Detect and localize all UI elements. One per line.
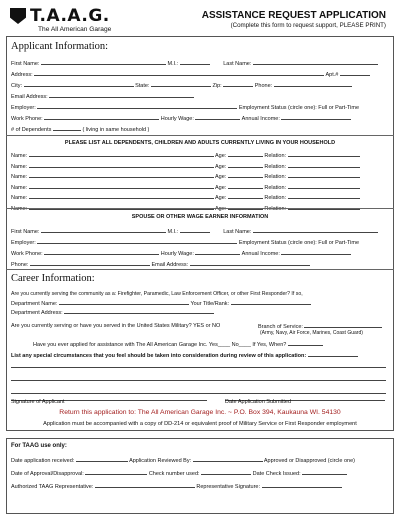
dependent-relation-field[interactable] xyxy=(288,152,360,157)
title-rank-field[interactable] xyxy=(231,300,311,305)
department-name-field[interactable] xyxy=(59,300,189,305)
address-row: Address: Apt.# xyxy=(11,71,370,79)
spouse-employer-field[interactable] xyxy=(37,239,237,244)
dependent-relation-field[interactable] xyxy=(288,173,360,178)
office-row-3: Authorized TAAG Representative: Representative Signature: xyxy=(11,483,342,491)
dependent-name-field[interactable] xyxy=(29,163,214,168)
reviewed-by-field[interactable] xyxy=(193,457,263,462)
dependents-heading: PLEASE LIST ALL DEPENDENTS, CHILDREN AND ADULTS CURRENTLY LIVING IN YOUR HOUSEHOLD xyxy=(64,140,336,146)
department-row: Department Name: Your Title/Rank: xyxy=(11,300,311,308)
dependent-row: Name: Age: Relation: xyxy=(11,205,360,213)
logo: T.A.A.G. xyxy=(30,6,110,26)
first-responder-question: Are you currently serving the community as a: Firefighter, Paramedic, Law Enforcement Officer, or other First Responder? If so, xyxy=(11,291,303,297)
logo-shield-icon xyxy=(10,8,26,24)
spouse-heading: SPOUSE OR OTHER WAGE EARNER INFORMATION xyxy=(131,214,269,220)
circumstances-field-inline[interactable] xyxy=(308,352,358,357)
dependent-relation-field[interactable] xyxy=(288,184,360,189)
office-use-heading: For TAAG use only: xyxy=(11,443,67,449)
dependent-age-field[interactable] xyxy=(228,184,263,189)
divider xyxy=(6,208,394,209)
work-phone-row: Work Phone: Hourly Wage: Annual Income: xyxy=(11,115,351,123)
check-number-field[interactable] xyxy=(201,470,251,475)
accompany-note: Application must be accompanied with a copy of DD-214 or equivalent proof of Military Service or First Responder employment xyxy=(43,421,357,427)
dependent-name-field[interactable] xyxy=(29,184,214,189)
zip-field[interactable] xyxy=(223,82,253,87)
divider xyxy=(6,135,394,136)
dependent-row: Name: Age: Relation: xyxy=(11,194,360,202)
circumstances-row: List any special circumstances that you feel should be taken into consideration during review of this application: xyxy=(11,352,358,360)
circumstances-line[interactable] xyxy=(11,393,386,394)
dependent-row: Name: Age: Relation: xyxy=(11,163,360,171)
dependent-row: Name: Age: Relation: xyxy=(11,173,360,181)
spouse-work-row: Work Phone: Hourly Wage: Annual Income: xyxy=(11,250,351,258)
branch-field[interactable] xyxy=(304,323,382,328)
form-title: ASSISTANCE REQUEST APPLICATION xyxy=(201,10,386,21)
department-address-field[interactable] xyxy=(64,309,214,314)
employer-field[interactable] xyxy=(37,104,237,109)
spouse-hourly-wage-field[interactable] xyxy=(195,250,240,255)
employer-row: Employer: Employment Status (circle one): Full or Part-Time xyxy=(11,105,360,111)
logo-subtitle: The All American Garage xyxy=(38,26,112,33)
military-question: Are you currently serving or have you served in the United States Military? YES or NO xyxy=(11,323,221,329)
career-heading: Career Information: xyxy=(11,273,95,284)
department-address-row: Department Address: xyxy=(11,309,214,317)
spouse-employer-row: Employer: Employment Status (circle one): Full or Part-Time xyxy=(11,240,360,246)
annual-income-field[interactable] xyxy=(281,115,351,120)
dependent-row: Name: Age: Relation: xyxy=(11,184,360,192)
date-received-field[interactable] xyxy=(76,457,128,462)
email-row: Email Address: xyxy=(11,93,194,101)
dependent-relation-field[interactable] xyxy=(288,194,360,199)
date-check-field[interactable] xyxy=(302,470,347,475)
applicant-heading: Applicant Information: xyxy=(11,41,109,52)
dependent-relation-field[interactable] xyxy=(288,163,360,168)
date-approval-field[interactable] xyxy=(85,470,147,475)
circumstances-line[interactable] xyxy=(11,380,386,381)
address-field[interactable] xyxy=(34,71,324,76)
spouse-work-phone-field[interactable] xyxy=(44,250,159,255)
email-field[interactable] xyxy=(49,93,194,98)
prior-assistance-when-field[interactable] xyxy=(288,341,323,346)
spouse-last-name-field[interactable] xyxy=(253,228,378,233)
rep-signature-field[interactable] xyxy=(262,483,342,488)
divider xyxy=(6,269,394,270)
applicant-first-name-row: First Name: M.I.: Last Name: xyxy=(11,60,378,68)
dependent-age-field[interactable] xyxy=(228,152,263,157)
dependent-name-field[interactable] xyxy=(29,152,214,157)
apt-field[interactable] xyxy=(340,71,370,76)
spouse-mi-field[interactable] xyxy=(180,228,210,233)
spouse-phone-field[interactable] xyxy=(30,261,150,266)
signature-label: Signature of Applicant xyxy=(11,399,65,405)
state-field[interactable] xyxy=(151,82,211,87)
dependent-age-field[interactable] xyxy=(228,163,263,168)
mi-field[interactable] xyxy=(180,60,210,65)
form-subtitle: (Complete this form to request support, PLEASE PRINT) xyxy=(230,22,386,29)
dependent-age-field[interactable] xyxy=(228,194,263,199)
office-row-1: Date application received: Application Reviewed By: Approved or Disapproved (circle one) xyxy=(11,458,355,464)
dependent-row: Name: Age: Relation: xyxy=(11,152,360,160)
spouse-first-name-field[interactable] xyxy=(41,228,166,233)
first-name-field[interactable] xyxy=(41,60,166,65)
dependent-name-field[interactable] xyxy=(29,194,214,199)
hourly-wage-field[interactable] xyxy=(195,115,240,120)
branch-label: Branch of Service: xyxy=(258,323,382,331)
branch-options: (Army, Navy, Air Force, Marines, Coast Guard) xyxy=(260,330,363,336)
work-phone-field[interactable] xyxy=(44,115,159,120)
spouse-phone-row: Phone: Email Address: xyxy=(11,261,310,269)
prior-assistance-row: Have you ever applied for assistance with The All American Garage Inc. Yes____ No____ If Yes, When? xyxy=(33,341,323,349)
dependent-name-field[interactable] xyxy=(29,173,214,178)
spouse-email-field[interactable] xyxy=(190,261,310,266)
last-name-field[interactable] xyxy=(253,60,378,65)
authorized-rep-field[interactable] xyxy=(95,483,195,488)
phone-field[interactable] xyxy=(274,82,352,87)
city-row: City: State: Zip: Phone: xyxy=(11,82,352,90)
date-submitted-label: Date Application Submitted xyxy=(225,399,292,405)
city-field[interactable] xyxy=(24,82,134,87)
spouse-annual-income-field[interactable] xyxy=(281,250,351,255)
return-address: Return this application to: The All American Garage Inc. ~ P.O. Box 394, Kaukauna WI. 54130 xyxy=(59,409,341,416)
circumstances-line[interactable] xyxy=(11,367,386,368)
office-row-2: Date of Approval/Disapproval: Check number used: Date Check Issued: xyxy=(11,470,347,478)
spouse-name-row: First Name: M.I.: Last Name: xyxy=(11,228,378,236)
dependents-count-row: # of Dependents ( living in same household ) xyxy=(11,127,150,133)
dependent-age-field[interactable] xyxy=(228,173,263,178)
dependents-count-field[interactable] xyxy=(53,126,81,131)
